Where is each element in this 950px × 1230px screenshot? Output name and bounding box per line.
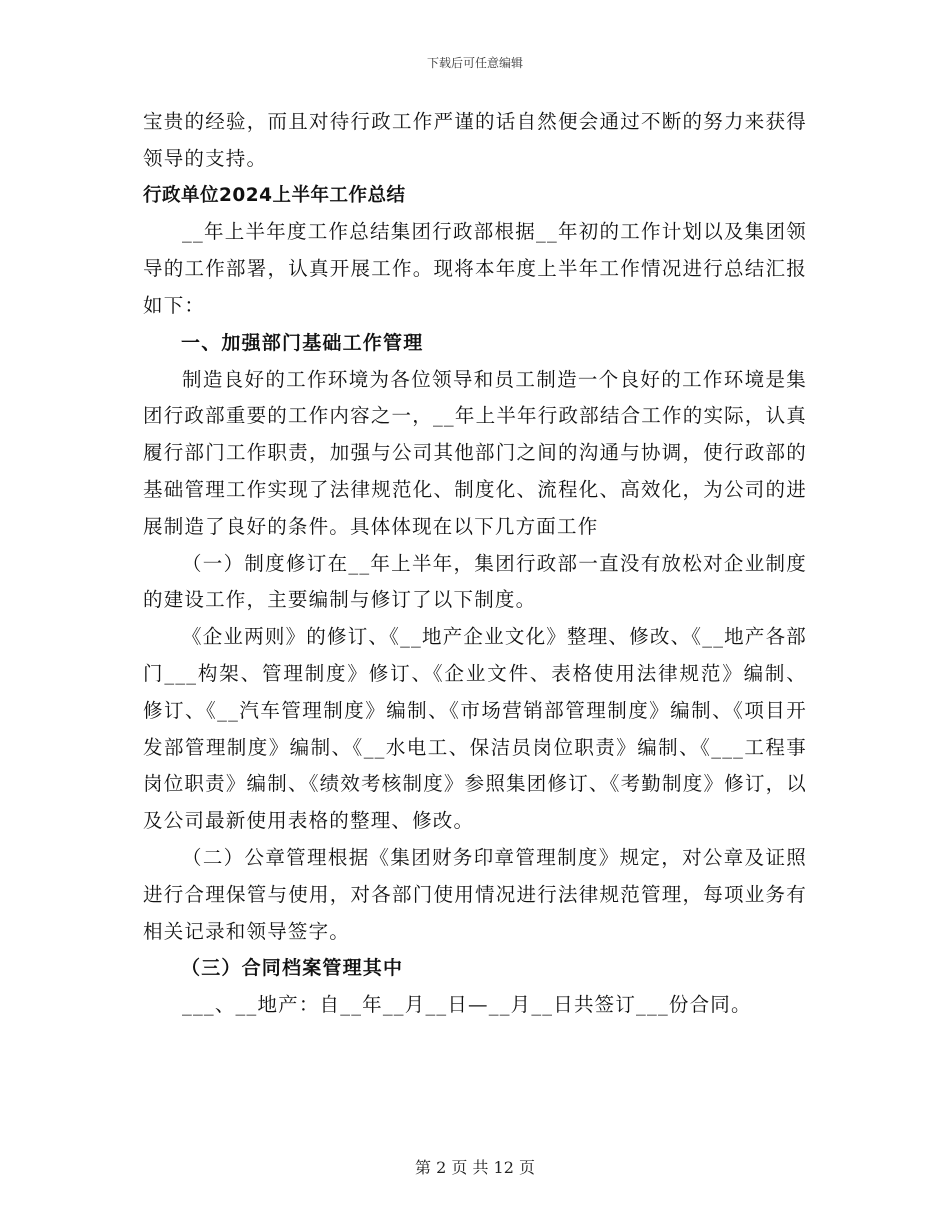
paragraph-continued: 宝贵的经验，而且对待行政工作严谨的话自然便会通过不断的努力来获得领导的支持。 — [143, 110, 807, 170]
paragraph-subsection-1: （一）制度修订在__年上半年，集团行政部一直没有放松对企业制度的建设工作，主要编制与修订了以下制度。 — [143, 551, 807, 612]
header-note: 下载后可任意编辑 — [426, 56, 523, 70]
paragraph-contract: ___、__地产：自__年__月__日—__月__日共签订___份合同。 — [182, 993, 752, 1017]
paragraph-intro: __年上半年度工作总结集团行政部根据__年初的工作计划以及集团领导的工作部署，认真开展工作。现将本年度上半年工作情况进行总结汇报如下： — [143, 220, 807, 317]
page-number: 第 2 页 共 12 页 — [415, 1158, 535, 1177]
paragraph-rules-list: 《企业两则》的修订、《__地产企业文化》整理、修改、《__地产各部门___构架、管理制度》修订、《企业文件、表格使用法律规范》编制、修订、《__汽车管理制度》编制、《市场营销部管理制度》编制、《项目开发部管理制度》编制、《__水电工、保洁员岗位职责》编制、《___工程事岗位职责》编制、《绩效考核制度》参照集团修订、《考勤制度》修订，以及公司最新使用表格的整理、修改。 — [143, 625, 807, 833]
document-title: 行政单位2024上半年工作总结 — [143, 184, 406, 206]
paragraph-subsection-2: （二）公章管理根据《集团财务印章管理制度》规定，对公章及证照进行合理保管与使用，对各部门使用情况进行法律规范管理，每项业务有相关记录和领导签字。 — [143, 845, 807, 943]
paragraph-environment: 制造良好的工作环境为各位领导和员工制造一个良好的工作环境是集团行政部重要的工作内容之一，__年上半年行政部结合工作的实际，认真履行部门工作职责，加强与公司其他部门之间的沟通与协调，使行政部的基础管理工作实现了法律规范化、制度化、流程化、高效化，为公司的进展制造了良好的条件。具体体现在以下几方面工作 — [143, 367, 807, 538]
section-heading-1: 一、加强部门基础工作管理 — [181, 331, 424, 354]
document-body — [143, 104, 807, 1024]
section-heading-3: （三）合同档案管理其中 — [181, 957, 404, 980]
